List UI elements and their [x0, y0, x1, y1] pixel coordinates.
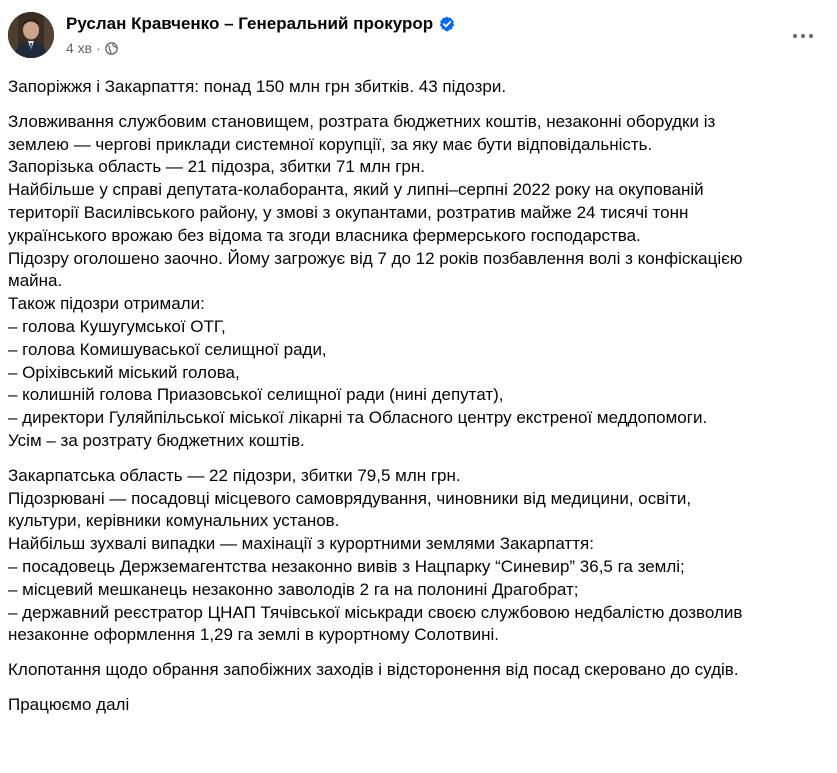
closing-line: Працюємо далі: [8, 694, 130, 714]
more-dot: [809, 34, 813, 38]
globe-icon[interactable]: [105, 42, 118, 55]
post-title: Запоріжжя і Закарпаття: понад 150 млн грн збитків. 43 підозри.: [8, 77, 507, 96]
text-line: Закарпатська область — 22 підозри, збитки 79,5 млн грн.: [8, 465, 461, 485]
text-line: Підозру оголошено заочно. Йому загрожує від 7 до 12 років позбавлення волі з конфіскацією: [8, 248, 743, 268]
text-line: Найбільш зухвалі випадки — махінації з курортними землями Закарпаття:: [8, 534, 594, 554]
author-name-line: [66, 14, 455, 34]
text-line: землею — чергові приклади системної корупції, за яку має бути відповідальність.: [8, 134, 653, 154]
post-meta: [66, 40, 118, 56]
list-item: – голова Кушугумської ОТГ,: [8, 316, 226, 336]
more-dot: [801, 34, 805, 38]
text-line: культури, керівники комунальних установ.: [8, 511, 340, 531]
paragraph-courts: Клопотання щодо обрання запобіжних заходів і відсторонення від посад скеровано до судів.: [8, 660, 739, 680]
list-item: – Оріхівський міський голова,: [8, 362, 240, 382]
text-line: Також підозри отримали:: [8, 294, 205, 314]
text-line: Усім – за розтрату бюджетних коштів.: [8, 430, 305, 450]
text-line: українського врожаю без відома та згоди власника фермерського господарства.: [8, 225, 641, 245]
verified-badge-icon: [439, 16, 455, 32]
paragraph-zakarpattia: [8, 465, 825, 647]
list-item: – державний реєстратор ЦНАП Тячівської міськради своєю службовою недбалістю дозволив: [8, 602, 743, 622]
text-line: території Василівського району, у змові з окупантами, розтратив майже 24 тисячі тонн: [8, 202, 689, 222]
more-dot: [793, 34, 797, 38]
list-item: – голова Комишуваської селищної ради,: [8, 339, 327, 359]
text-line: Найбільше у справі депутата-колаборанта, який у липні–серпні 2022 року на окупованій: [8, 180, 704, 200]
text-line: Запорізька область — 21 підозра, збитки 71 млн грн.: [8, 157, 425, 177]
post-header: [8, 12, 821, 66]
paragraph-zaporizhzhia: [8, 111, 825, 453]
list-item: – директори Гуляйпільської міської лікарні та Обласного центру екстреної меддопомоги.: [8, 408, 708, 428]
author-name[interactable]: Руслан Кравченко – Генеральний прокурор: [66, 14, 434, 33]
list-item: – місцевий мешканець незаконно заволодів 2 га на полонині Драгобрат;: [8, 579, 579, 599]
text-line: Підозрювані — посадовці місцевого самоврядування, чиновники від медицини, освіти,: [8, 488, 692, 508]
meta-separator: ·: [96, 40, 101, 56]
list-item: – посадовець Держземагентства незаконно вивів з Нацпарку “Синевир” 36,5 га землі;: [8, 556, 685, 576]
text-line: Зловживання службовим становищем, розтрата бюджетних коштів, незаконні оборудки із: [8, 111, 716, 131]
more-options-button[interactable]: [785, 18, 821, 54]
post-time[interactable]: 4 хв: [66, 40, 93, 56]
text-line: майна.: [8, 271, 63, 291]
text-line: незаконне оформлення 1,29 га землі в курортному Солотвині.: [8, 625, 500, 645]
avatar-photo: [8, 12, 54, 58]
list-item: – колишній голова Приазовської селищної ради (нині депутат),: [8, 385, 504, 405]
post-body: [8, 76, 825, 717]
author-avatar[interactable]: [8, 12, 54, 58]
